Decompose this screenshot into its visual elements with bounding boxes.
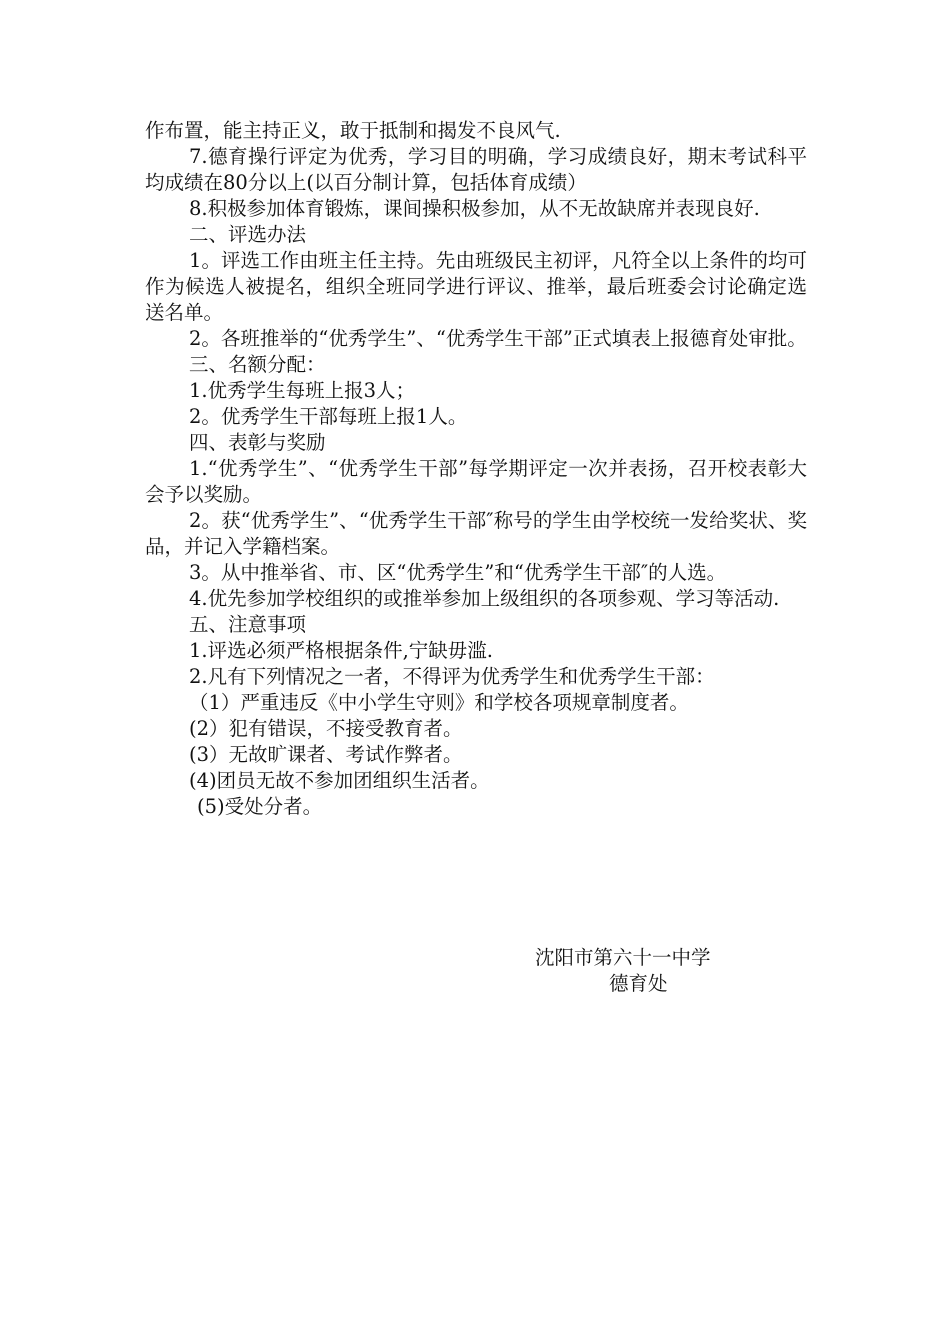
criterion-7: 7.德育操行评定为优秀，学习目的明确，学习成绩良好，期末考试科平均成绩在80分以上(以百分制计算，包括体育成绩）: [145, 145, 807, 194]
paragraph-continuation: 作布置，能主持正义，敢于抵制和揭发不良风气.: [145, 119, 561, 142]
awards-item-3: 3。从中推举省、市、区“优秀学生”和“优秀学生干部″的人选。: [189, 561, 727, 584]
awards-item-1: 1.“优秀学生”、“优秀学生干部”每学期评定一次并表扬，召开校表彰大会予以奖励。: [145, 457, 807, 506]
quota-item-1: 1.优秀学生每班上报3人；: [189, 379, 416, 402]
quota-item-2: 2。优秀学生干部每班上报1人。: [189, 405, 468, 428]
awards-item-2: 2。获“优秀学生”、“优秀学生干部″称号的学生由学校统一发给奖状、奖品，并记入学籍档案。: [145, 509, 807, 558]
signature-organization: 沈阳市第六十一中学: [535, 946, 711, 969]
section-heading-notes: 五、注意事项: [189, 613, 307, 636]
notes-item-2: 2.凡有下列情况之一者，不得评为优秀学生和优秀学生干部：: [189, 665, 715, 688]
signature-block: [535, 945, 711, 997]
disqualification-5: (5)受处分者。: [197, 795, 323, 818]
awards-item-4: 4.优先参加学校组织的或推举参加上级组织的各项参观、学习等活动.: [189, 587, 780, 610]
criterion-8: 8.积极参加体育锻炼，课间操积极参加，从不无故缺席并表现良好.: [189, 197, 760, 220]
document-body: [145, 118, 807, 820]
disqualification-4: (4)团员无故不参加团组织生活者。: [189, 769, 490, 792]
notes-item-1: 1.评选必须严格根据条件,宁缺毋滥.: [189, 639, 494, 662]
method-item-2: 2。各班推举的“优秀学生”、“优秀学生干部”正式填表上报德育处审批。: [189, 327, 807, 350]
section-heading-selection-method: 二、评选办法: [189, 223, 307, 246]
disqualification-2: (2）犯有错误，不接受教育者。: [189, 717, 463, 740]
method-item-1: 1。评选工作由班主任主持。先由班级民主初评，凡符全以上条件的均可作为候选人被提名，组织全班同学进行评议、推举，最后班委会讨论确定选送名单。: [145, 249, 807, 324]
signature-department: 德育处: [609, 972, 668, 995]
disqualification-1: （1）严重违反《中小学生守则》和学校各项规章制度者。: [189, 691, 689, 714]
disqualification-3: (3）无故旷课者、考试作弊者。: [189, 743, 463, 766]
section-heading-quota: 三、名额分配：: [189, 353, 326, 376]
section-heading-awards: 四、表彰与奖励: [189, 431, 326, 454]
